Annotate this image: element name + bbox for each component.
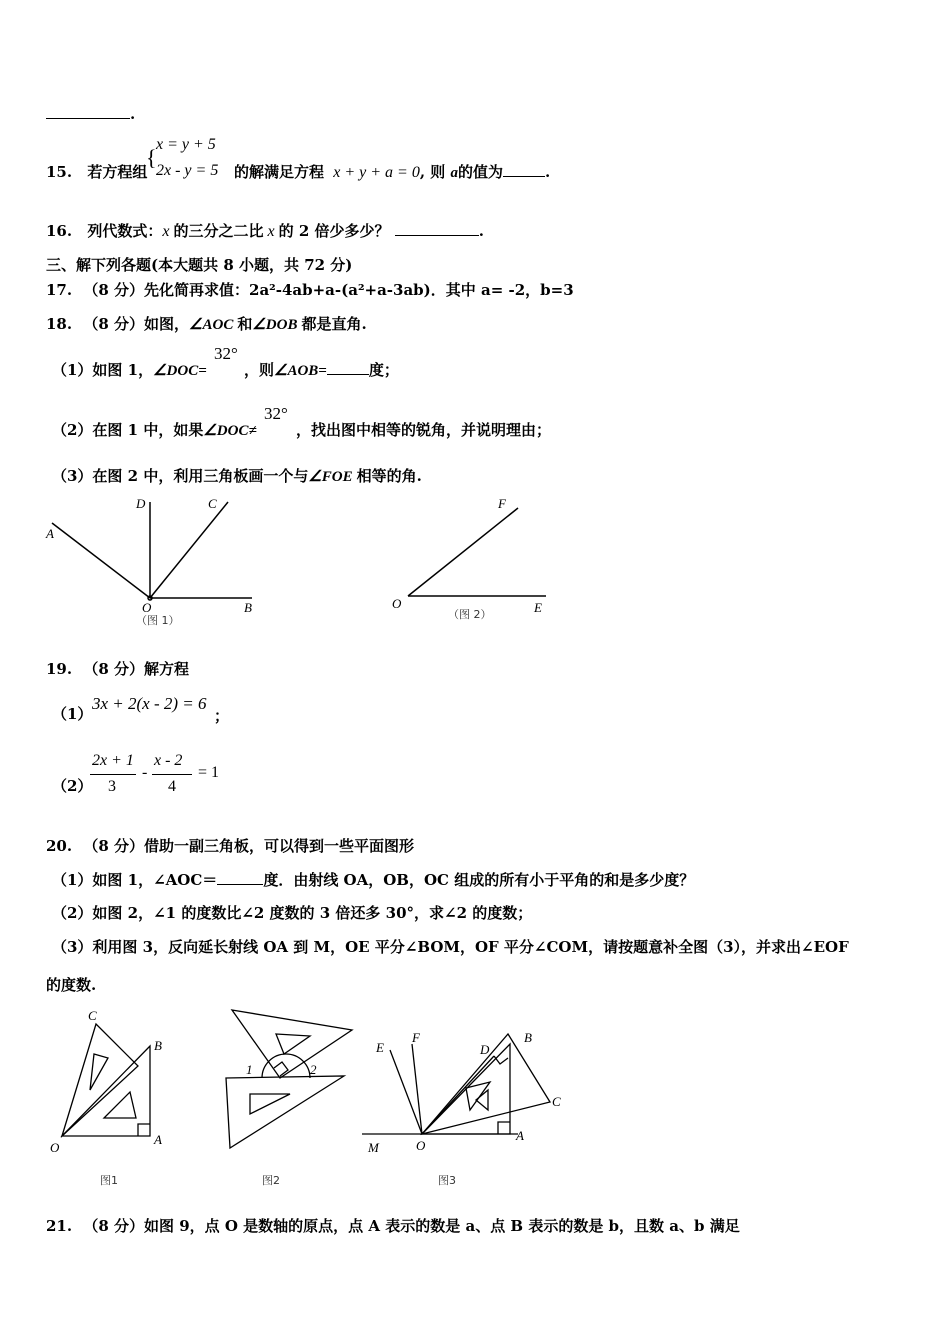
angle-value-32b: 32° xyxy=(264,404,288,423)
label-o: O xyxy=(392,596,402,611)
top-inner-triangle xyxy=(276,1034,310,1054)
label-b: B xyxy=(244,600,252,615)
label-f: F xyxy=(412,1030,420,1045)
label-o: O xyxy=(50,1140,60,1155)
question-17: 17. （8 分）先化简再求值：2a²-4ab+a-(a²+a-3ab)．其中 a= -2，b=3 xyxy=(46,281,574,299)
label-a: A xyxy=(516,1128,524,1143)
question-15-cont: 的解满足方程 x + y + a = 0, 则 a的值为 . xyxy=(234,163,551,181)
system-line-2: 2x - y = 5 xyxy=(156,162,219,179)
right-angle-mark xyxy=(498,1122,510,1134)
figure-caption: 图2 xyxy=(262,1174,280,1187)
figure-caption: 图1 xyxy=(100,1174,118,1187)
label-b: B xyxy=(154,1038,162,1053)
question-18-part2-cont: ，找出图中相等的锐角，并说明理由； xyxy=(296,421,552,439)
figure-caption: （图 2） xyxy=(448,608,492,621)
inner-triangle-2 xyxy=(104,1092,136,1118)
label-e: E xyxy=(376,1040,384,1055)
question-18-part1: （1）如图 1，∠DOC= xyxy=(52,361,207,379)
label-a: A xyxy=(154,1132,162,1147)
question-18-part1-cont: ，则∠AOB= 度； xyxy=(244,361,399,379)
question-number: 20. xyxy=(46,837,73,855)
question-19-part2: （2） xyxy=(52,777,93,795)
label-a: A xyxy=(46,526,54,541)
ray-oc xyxy=(150,502,228,598)
question-number: 15. xyxy=(46,163,73,181)
bottom-inner-triangle xyxy=(250,1094,290,1114)
triangle-oca xyxy=(62,1024,138,1136)
angle-value-32: 32° xyxy=(214,344,238,363)
question-text: 如图 9，点 O 是数轴的原点，点 A 表示的数是 a、点 B 表示的数是 b，且数 a、b 满足 xyxy=(144,1217,740,1235)
question-20-part3-cont: 的度数. xyxy=(46,976,97,994)
answer-blank[interactable] xyxy=(217,884,263,885)
inner-triangle-1 xyxy=(90,1054,108,1090)
ray-oa xyxy=(52,523,150,598)
q18-figure-2 xyxy=(386,494,566,624)
label-d: D xyxy=(480,1042,490,1057)
top-answer-blank: . xyxy=(46,104,135,124)
question-21: 21. （8 分）如图 9，点 O 是数轴的原点，点 A 表示的数是 a、点 B 表示的数是 b，且数 a、b 满足 xyxy=(46,1217,740,1235)
question-20-part3: （3）利用图 3，反向延长射线 OA 到 M，OE 平分∠BOM，OF 平分∠COM，请按题意补全图（3），并求出∠EOF xyxy=(52,938,849,956)
question-19: 19. （8 分）解方程 xyxy=(46,660,190,678)
q20-figure-1 xyxy=(46,1006,176,1191)
equation-2: 2x + 1 3 - x - 2 4 = 1 xyxy=(92,752,220,795)
question-20-part2: （2）如图 2，∠1 的度数比∠2 度数的 3 倍还多 30°，求∠2 的度数； xyxy=(52,904,533,922)
equation-1: 3x + 2(x - 2) = 6 xyxy=(92,694,207,713)
label-c: C xyxy=(88,1008,97,1023)
section-heading: 三、解下列各题(本大题共 8 小题，共 72 分) xyxy=(46,256,353,274)
question-19-part1: （1） xyxy=(52,705,93,723)
right-angle-mark xyxy=(138,1124,150,1136)
right-angle-mark-d xyxy=(494,1056,508,1064)
question-18-part3: （3）在图 2 中，利用三角板画一个与∠FOE 相等的角. xyxy=(52,467,422,485)
label-c: C xyxy=(208,496,217,511)
question-18: 18. （8 分）如图，∠AOC 和∠DOB 都是直角. xyxy=(46,315,367,333)
answer-blank[interactable] xyxy=(395,235,479,236)
q18-figure-1 xyxy=(40,490,270,630)
label-m: M xyxy=(368,1140,379,1155)
bottom-triangle xyxy=(226,1076,344,1148)
system-line-1: x = y + 5 xyxy=(156,136,216,153)
label-e: E xyxy=(534,600,542,615)
equation-system: { x = y + 5 2x - y = 5 xyxy=(146,136,219,179)
label-2: 2 xyxy=(310,1062,317,1077)
question-number: 19. xyxy=(46,660,73,678)
label-o: O xyxy=(142,600,152,615)
question-text: 先化简再求值：2a²-4ab+a-(a²+a-3ab)．其中 a= -2，b=3 xyxy=(144,281,574,299)
label-c: C xyxy=(552,1094,561,1109)
linear-equation: x + y + a = 0 xyxy=(333,164,420,181)
label-f: F xyxy=(498,496,506,511)
figure-caption: （图 1） xyxy=(136,614,180,627)
question-16: 16. 列代数式：x 的三分之二比 x 的 2 倍少多少？ . xyxy=(46,222,484,240)
q20-figure-3 xyxy=(358,1006,578,1191)
ray-of xyxy=(408,508,518,596)
label-1: 1 xyxy=(246,1062,253,1077)
question-15 xyxy=(46,162,147,182)
question-20-part1: （1）如图 1，∠AOC＝ 度．由射线 OA，OB，OC 组成的所有小于平角的和是多少度？ xyxy=(52,871,695,889)
question-20: 20. （8 分）借助一副三角板，可以得到一些平面图形 xyxy=(46,837,415,855)
label-o: O xyxy=(416,1138,426,1153)
question-18-part2: （2）在图 1 中，如果∠DOC≠ xyxy=(52,421,257,439)
question-number: 17. xyxy=(46,281,73,299)
question-number: 16. xyxy=(46,222,73,240)
answer-blank[interactable] xyxy=(327,374,369,375)
figure-caption: 图3 xyxy=(438,1174,456,1187)
label-d: D xyxy=(136,496,146,511)
question-number: 18. xyxy=(46,315,73,333)
answer-blank[interactable] xyxy=(503,176,545,177)
q20-figure-2 xyxy=(218,1006,358,1191)
question-text: 若方程组 xyxy=(87,163,148,181)
question-number: 21. xyxy=(46,1217,73,1235)
label-b: B xyxy=(524,1030,532,1045)
